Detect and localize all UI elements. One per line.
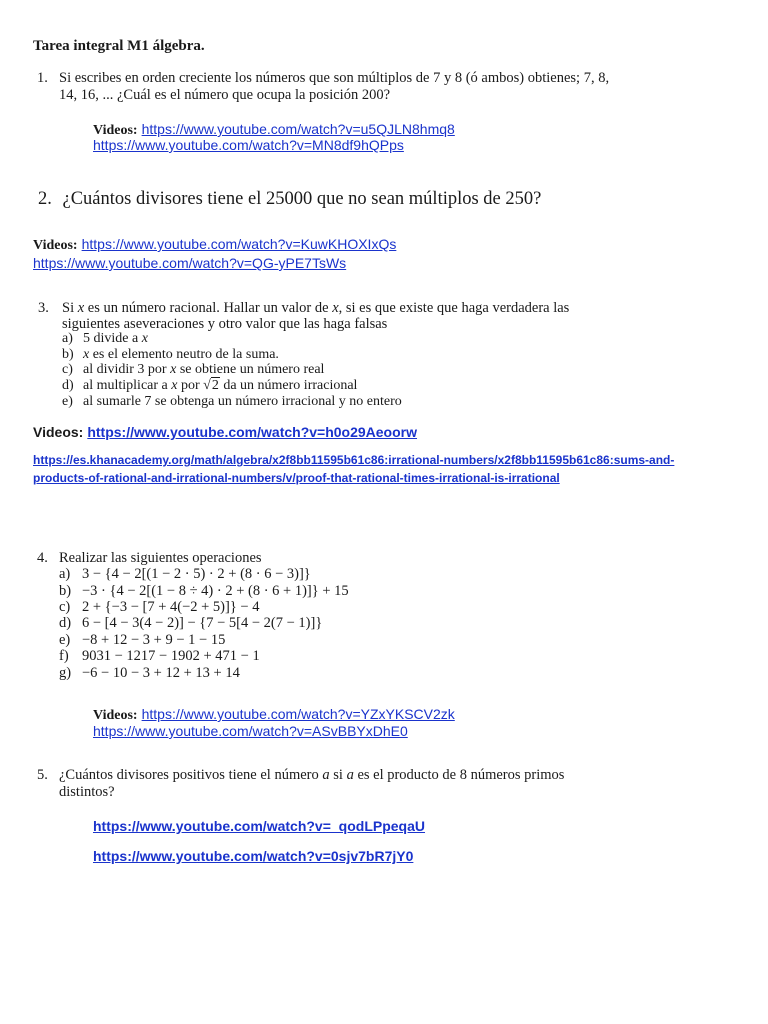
item-text: al multiplicar a [83,378,172,393]
question-4-item-b [59,583,349,600]
item-label: f) [59,648,69,664]
variable-x: x [77,300,85,316]
item-label: d) [62,378,74,393]
question-3-item-c [62,362,324,378]
video-link[interactable]: https://www.youtube.com/watch?v=MN8df9hQPps [93,137,404,153]
item-label: d) [59,615,72,631]
question-1-line-1: Si escribes en orden creciente los números que son múltiplos de 7 y 8 (ó ambos) obtienes; 7, 8, [59,70,610,86]
question-5-link-1-row [93,818,425,836]
item-text: es el elemento neutro de la suma. [89,347,279,362]
video-link[interactable]: https://www.youtube.com/watch?v=QG-yPE7TsWs [33,255,347,271]
math-expression: 9031 − 1217 − 1902 + 471 − 1 [82,648,260,664]
item-label: e) [62,394,73,409]
question-1-line-2: 14, 16, ... ¿Cuál es el número que ocupa la posición 200? [59,87,391,103]
video-link[interactable]: https://www.youtube.com/watch?v=h0o29Aeoorw [87,424,418,440]
item-text: da un número irracional [219,378,358,393]
question-4-item-c [59,599,259,616]
question-1-number: 1. [37,70,48,86]
videos-label: Videos: [33,424,84,440]
question-2-text: ¿Cuántos divisores tiene el 25000 que no sean múltiplos de 250? [62,189,542,209]
text-segment: Si [62,300,78,316]
variable-x: x [141,331,148,346]
question-2-video-link-2-row [33,255,346,273]
document-title: Tarea integral M1 álgebra. [33,38,205,54]
item-label: a) [59,566,71,582]
question-4-item-e [59,632,225,649]
question-2-number: 2. [38,189,52,209]
item-label: c) [62,362,73,377]
question-3-line-1 [62,300,569,317]
question-5-number: 5. [37,767,48,783]
video-link[interactable]: https://www.youtube.com/watch?v=u5QJLN8hmq8 [141,121,455,137]
question-3-item-d [62,378,357,394]
text-segment: es el producto de 8 números primos [353,767,565,783]
item-text: al dividir 3 por [83,362,171,377]
question-3-item-b [62,347,279,363]
item-label: e) [59,632,71,648]
item-text: 5 divide a [83,331,142,346]
question-4-number: 4. [37,550,48,566]
question-3-number: 3. [38,300,49,316]
question-5-link-2-row [93,848,413,866]
item-label: c) [59,599,71,615]
question-4-item-g [59,665,240,682]
math-expression: 2 + {−3 − [7 + 4(−2 + 5)]} − 4 [82,599,260,615]
math-expression: −6 − 10 − 3 + 12 + 13 + 14 [82,665,240,681]
question-3-item-a [62,331,148,347]
question-4-videos [93,706,455,724]
math-expression: 3 − {4 − 2[(1 − 2 · 5) · 2 + (8 · 6 − 3)]} [82,566,311,582]
text-segment: , si es que existe que haga verdadera las [338,300,570,316]
item-label: b) [59,583,72,599]
video-link[interactable]: https://www.youtube.com/watch?v=_qodLPpeqaU [93,818,426,834]
item-text: se obtiene un número real [176,362,325,377]
variable-x: x [332,300,339,316]
item-text: al sumarle 7 se obtenga un número irracional y no entero [83,394,402,409]
question-5-line-2: distintos? [59,784,115,800]
text-segment: es un número racional. Hallar un valor de [84,300,333,316]
question-4-item-a [59,566,311,583]
question-4-item-d [59,615,322,632]
math-expression: −3 · {4 − 2[(1 − 8 ÷ 4) · 2 + (8 · 6 + 1)]} + 15 [82,583,349,599]
item-text: por [177,378,204,393]
question-1-video-link-2-row [93,137,404,155]
sqrt-symbol: √2 [203,378,219,393]
question-4-text: Realizar las siguientes operaciones [59,550,262,566]
item-label: g) [59,665,72,681]
video-link[interactable]: https://www.youtube.com/watch?v=0sjv7bR7jY0 [93,848,414,864]
khan-academy-link-continued[interactable]: products-of-rational-and-irrational-numbers/v/proof-that-rational-times-irrational-is-irrational [33,471,560,485]
item-label: b) [62,347,74,362]
variable-a: a [322,767,330,783]
variable-a: a [346,767,354,783]
math-expression: 6 − [4 − 3(4 − 2)] − {7 − 5[4 − 2(7 − 1)]} [82,615,323,631]
question-5-line-1 [59,767,564,784]
khan-link-line-2-row [33,471,560,486]
question-2-videos [33,236,396,254]
math-expression: −8 + 12 − 3 + 9 − 1 − 15 [82,632,226,648]
sqrt-radicand: 2 [211,378,219,393]
videos-label: Videos: [33,238,78,253]
variable-x: x [171,378,178,393]
text-segment: ¿Cuántos divisores positivos tiene el número [59,767,323,783]
videos-label: Videos: [93,708,138,723]
video-link[interactable]: https://www.youtube.com/watch?v=KuwKHOXIxQs [81,236,397,252]
item-label: a) [62,331,73,346]
question-3-line-2: siguientes aseveraciones y otro valor que las haga falsas [62,316,388,332]
video-link[interactable]: https://www.youtube.com/watch?v=YZxYKSCV2zk [141,706,455,722]
variable-x: x [170,362,177,377]
question-1 [37,70,48,87]
question-4-item-f [59,648,260,665]
video-link[interactable]: https://www.youtube.com/watch?v=ASvBBYxDhE0 [93,723,408,739]
question-3-item-e [62,394,402,410]
videos-label: Videos: [93,123,138,138]
question-2 [38,189,541,210]
variable-x: x [83,347,90,362]
khan-academy-link[interactable]: https://es.khanacademy.org/math/algebra/x2f8bb11595b61c86:irrational-numbers/x2f8bb11595b61c86:sums-and- [33,453,675,467]
text-segment: si [329,767,347,783]
question-3-videos [33,424,417,442]
khan-link-line-1-row [33,453,674,468]
question-4-video-link-2-row [93,723,408,741]
